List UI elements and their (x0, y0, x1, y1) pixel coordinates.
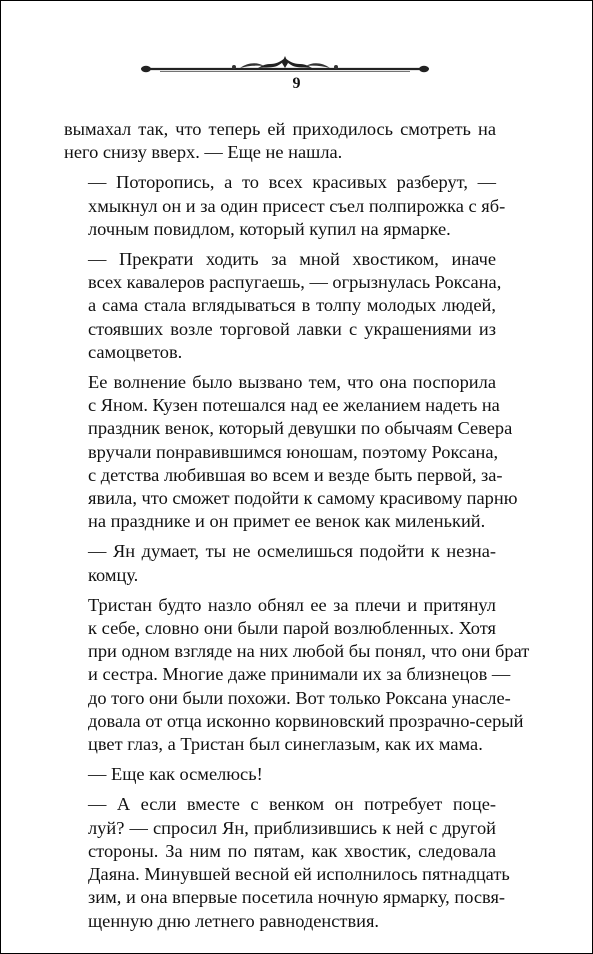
text-line: Даяна. Минувшей весной ей исполнилось пятнадцать (88, 864, 510, 885)
text-line: на празднике и он примет ее венок как миленький. (88, 511, 486, 532)
paragraph (64, 540, 496, 586)
text-line: стороны. За ним по пятам, как хвостик, следовала (88, 840, 496, 861)
page-text (64, 118, 530, 940)
text-line: к себе, словно они были парой возлюбленных. Хотя (88, 618, 496, 639)
paragraph (64, 118, 496, 164)
text-line: стоявших возле торговой лавки с украшениями из (88, 318, 496, 339)
text-line: всех кавалеров распугаешь, — огрызнулась Роксана, (88, 272, 502, 293)
text-line: до того они были похожи. Вот только Роксана унасле- (88, 687, 511, 708)
text-line: — А если вместе с венком он потребует поце- (88, 794, 496, 815)
paragraph (64, 248, 502, 364)
text-line: — Прекрати ходить за мной хвостиком, иначе (88, 249, 496, 270)
paragraph (64, 371, 518, 533)
text-line: него снизу вверх. — Еще не нашла. (64, 142, 343, 163)
text-line: луй? — спросил Ян, приблизившись к ней с другой (88, 817, 496, 838)
text-line: с детства любившая во всем и везде быть первой, за- (88, 464, 503, 485)
paragraph (64, 594, 530, 756)
text-line: вымахал так, что теперь ей приходилось смотреть на (64, 119, 496, 139)
text-line: а сама стала вглядываться в толпу молодых людей, (88, 295, 496, 316)
text-line: — Ян думает, ты не осмелишься подойти к незна- (88, 541, 496, 562)
text-line: — Поторопись, а то всех красивых разберут, — (88, 172, 496, 193)
text-line: с Яном. Кузен потешался над ее желанием надеть на (88, 395, 500, 416)
text-line: довала от отца исконно корвиновский прозрачно-серый (88, 710, 524, 731)
text-line: вручали понравившимся юношам, поэтому Роксана, (88, 441, 499, 462)
paragraph (64, 763, 496, 786)
text-line: самоцветов. (88, 341, 183, 362)
page-number: 9 (292, 75, 301, 92)
paragraph (64, 171, 506, 241)
text-line: явила, что сможет подойти к самому красивому парню (88, 488, 518, 509)
text-line: зим, и она впервые посетила ночную ярмарку, посвя- (88, 887, 506, 908)
text-line: — Еще как осмелюсь! (88, 764, 263, 785)
text-line: комцу. (88, 564, 139, 585)
text-line: Тристан будто назло обнял ее за плечи и притянул (88, 594, 496, 615)
text-line: и сестра. Многие даже принимали их за близнецов — (88, 664, 511, 685)
text-line: хмыкнул он и за один присест съел полпирожка с яб- (88, 195, 506, 216)
text-line: Ее волнение было вызвано тем, что она поспорила (88, 372, 496, 393)
text-line: лочным повидлом, который купил на ярмарке. (88, 218, 451, 239)
text-line: праздник венок, который девушки по обычаям Севера (88, 418, 513, 439)
paragraph (64, 793, 510, 932)
text-line: цвет глаз, а Тристан был синеглазым, как их мама. (88, 734, 483, 755)
text-line: при одном взгляде на них любой бы понял, что они брат (88, 641, 530, 662)
text-line: щенную дню летнего равноденствия. (88, 910, 380, 931)
